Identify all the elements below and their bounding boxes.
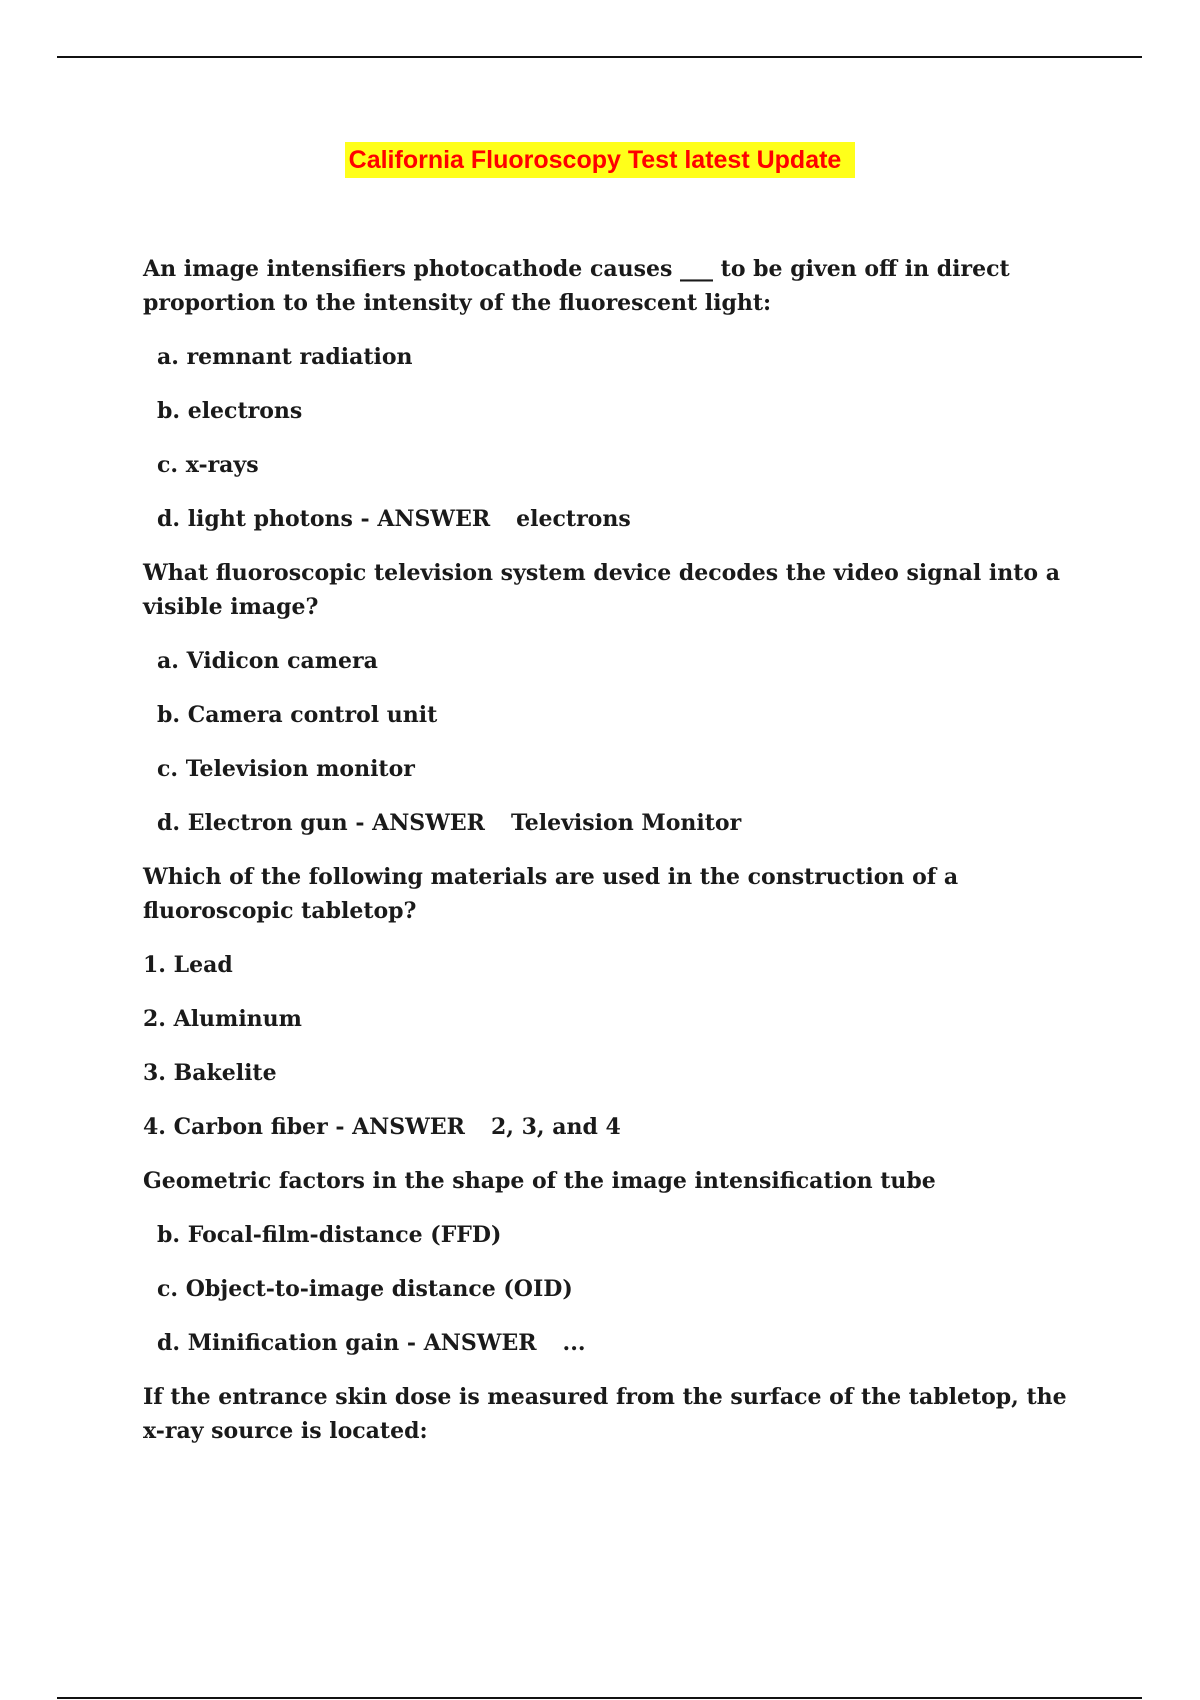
option-item: 2. Aluminum bbox=[143, 1006, 302, 1032]
document-title: California Fluoroscopy Test latest Update bbox=[345, 142, 856, 178]
question-text: An image intensifiers photocathode causes ___ to be given off in direct proportion to the intensity of the fluorescent light: bbox=[143, 256, 1010, 316]
answer-value: 2, 3, and 4 bbox=[490, 1114, 621, 1140]
question-text: What fluoroscopic television system device decodes the video signal into a visible image? bbox=[143, 560, 1060, 620]
option-item-answer: 4. Carbon fiber - ANSWER 2, 3, and 4 bbox=[143, 1114, 621, 1140]
title-container bbox=[0, 142, 1200, 178]
option-item-answer: d. light photons - ANSWER electrons bbox=[157, 506, 631, 532]
option-item: a. remnant radiation bbox=[157, 344, 413, 370]
question-list bbox=[143, 252, 1088, 1468]
option-item: a. Vidicon camera bbox=[157, 648, 378, 674]
option-item: b. electrons bbox=[157, 398, 303, 424]
option-item-answer: d. Electron gun - ANSWER Television Monitor bbox=[157, 810, 742, 836]
question-text: If the entrance skin dose is measured from the surface of the tabletop, the x-ray source is located: bbox=[143, 1384, 1067, 1444]
option-item: 3. Bakelite bbox=[143, 1060, 277, 1086]
answer-value: ... bbox=[562, 1330, 586, 1356]
answer-value: electrons bbox=[516, 506, 631, 532]
option-item: c. Television monitor bbox=[157, 756, 415, 782]
option-item-answer: d. Minification gain - ANSWER ... bbox=[157, 1330, 586, 1356]
top-rule bbox=[57, 56, 1142, 58]
question-text: Which of the following materials are used in the construction of a fluoroscopic tabletop? bbox=[143, 864, 959, 924]
option-item: 1. Lead bbox=[143, 952, 233, 978]
answer-value: Television Monitor bbox=[510, 810, 742, 836]
option-item: c. x-rays bbox=[157, 452, 259, 478]
bottom-rule bbox=[57, 1697, 1142, 1699]
option-item: c. Object-to-image distance (OID) bbox=[157, 1276, 573, 1302]
option-item: b. Focal-film-distance (FFD) bbox=[157, 1222, 502, 1248]
option-item: b. Camera control unit bbox=[157, 702, 438, 728]
question-text: Geometric factors in the shape of the image intensification tube bbox=[143, 1168, 936, 1194]
